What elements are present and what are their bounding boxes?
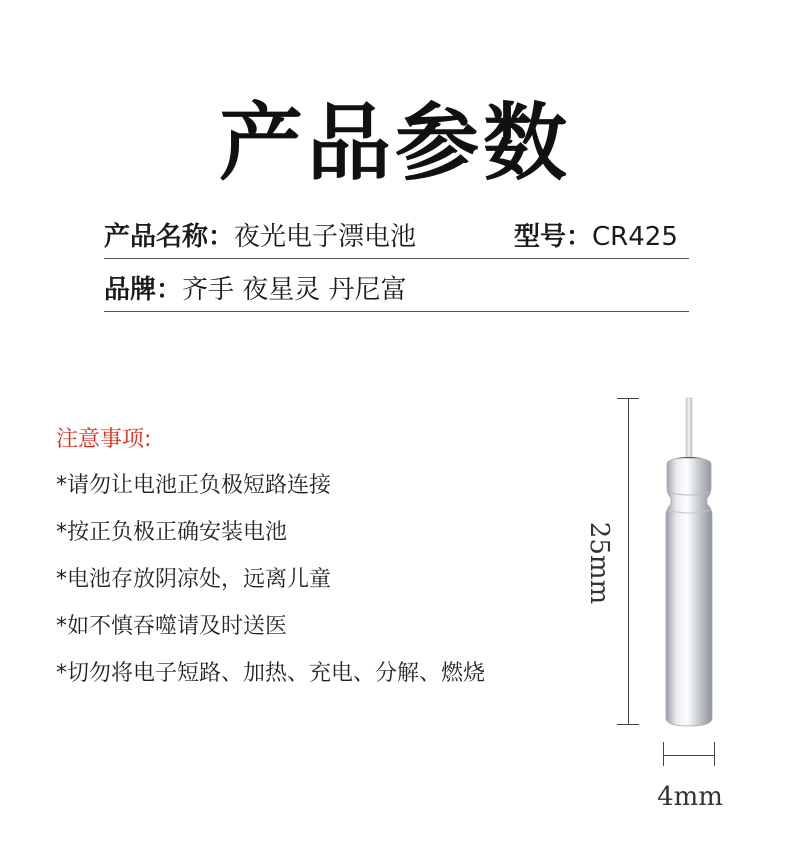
- battery-illustration: [655, 392, 725, 732]
- note-item: *电池存放阴凉处，远离儿童: [56, 567, 332, 592]
- note-item: *如不慎吞噬请及时送医: [56, 614, 288, 639]
- product-name-field: [104, 216, 416, 253]
- length-dimension-label: 25mm: [584, 521, 614, 605]
- product-name-label: 产品名称：: [104, 222, 235, 252]
- diameter-dimension-label: 4mm: [657, 782, 723, 812]
- length-dimension-tick-top: [617, 398, 639, 399]
- brand-value: 齐手 夜星灵 丹尼富: [182, 275, 407, 305]
- model-field: [514, 216, 678, 253]
- model-label: 型号：: [514, 222, 593, 252]
- length-dimension-line: [628, 398, 629, 724]
- spec-row-brand: [104, 263, 689, 312]
- spec-row-name-model: [104, 210, 689, 259]
- diameter-dimension-tick-left: [663, 742, 664, 766]
- model-value: CR425: [592, 222, 678, 252]
- note-item: *按正负极正确安装电池: [56, 520, 288, 545]
- diameter-dimension-tick-right: [714, 742, 715, 766]
- notes-heading: 注意事项:: [56, 427, 152, 452]
- note-item: *请勿让电池正负极短路连接: [56, 473, 332, 498]
- page-title: 产品参数: [218, 94, 571, 192]
- brand-field: [104, 269, 407, 306]
- length-dimension-tick-bottom: [617, 724, 639, 725]
- brand-label: 品牌：: [104, 275, 183, 305]
- note-item: *切勿将电子短路、加热、充电、分解、燃烧: [56, 661, 486, 686]
- product-name-value: 夜光电子漂电池: [234, 222, 417, 252]
- diameter-dimension-line: [663, 755, 715, 756]
- notes-section: [56, 424, 485, 705]
